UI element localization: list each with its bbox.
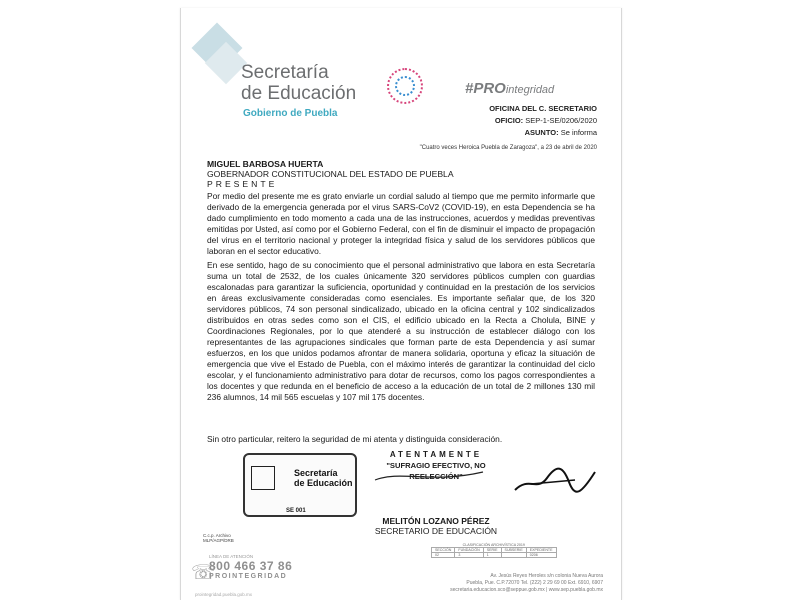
signer-name: MELITÓN LOZANO PÉREZ <box>382 516 490 526</box>
signature-stroke <box>371 460 491 490</box>
stamp-logo-icon <box>251 466 275 490</box>
footer-url: prointegridad.puebla.gob.mx <box>195 592 253 597</box>
asunto-line: ASUNTO: Se informa <box>524 128 597 137</box>
archive-header: SUBSERIE <box>501 548 526 553</box>
archive-header: SERIE <box>483 548 501 553</box>
addressee <box>207 159 454 189</box>
org-line2: de Educación <box>241 83 357 104</box>
archive-value: 02 <box>432 553 455 558</box>
hotline-label: LÍNEA DE ATENCIÓN <box>209 554 254 559</box>
seal-inner-icon <box>395 76 415 96</box>
archive-title: CLASIFICACIÓN ARCHIVÍSTICA 2019 <box>462 543 525 547</box>
archive-value-row <box>432 553 557 558</box>
archive-value: 1 <box>483 553 501 558</box>
ccp-line1: C.c.p. Archivo <box>203 533 231 538</box>
letter-page <box>180 8 622 600</box>
org-line1: Secretaría <box>241 62 329 83</box>
archive-table <box>431 547 557 558</box>
pro-main: #PRO <box>465 80 506 97</box>
archive-classification <box>431 543 557 558</box>
footer-address-line2: Puebla, Pue. C.P.72070 Tel. (222) 2 29 69 00 Ext. 6910, 6907 <box>466 580 603 586</box>
pro-integridad-logo <box>465 80 554 97</box>
archive-value: 3 <box>455 553 483 558</box>
paragraph-1: Por medio del presente me es grato enviarle un cordial saludo al tiempo que me permito informarle que derivado de la emergencia generada por el virus SARS-CoV2 (COVID-19), en esta Dependencia se ha dado cumplimiento en todo momento a cada una de las instrucciones, acuerdos y medidas preventivas emitidas por Usted, así como por el Gobierno Federal, con el fin de disminuir el impacto de propagación del virus en el territorio nacional y proteger la integridad física y salud de los servidores públicos que laboran en el sector educativo. <box>207 191 595 256</box>
hotline-block <box>209 554 292 580</box>
archive-header-row <box>432 548 557 553</box>
signature-image <box>511 454 601 504</box>
phone-icon: ☏ <box>191 562 217 584</box>
motto: "SUFRAGIO EFECTIVO, NO REELECCIÓN" <box>386 461 486 481</box>
org-subtitle: Gobierno de Puebla <box>243 108 338 119</box>
footer-address-line1: Av. Jesús Reyes Heroles s/n colonia Nueva Aurora <box>490 573 603 579</box>
stamp-number: SE 001 <box>286 508 306 514</box>
archive-header: FUNDACIÓN <box>455 548 483 553</box>
addressee-presente: PRESENTE <box>207 179 278 189</box>
archive-value: 0206 <box>526 553 556 558</box>
signer-title: SECRETARIO DE EDUCACIÓN <box>374 526 498 536</box>
paragraph-3: Sin otro particular, reitero la seguridad de mi atenta y distinguida consideración. <box>207 434 503 444</box>
stamp-text <box>294 468 353 488</box>
hotline-number: 800 466 37 86 <box>209 559 293 573</box>
ccp-line2: MLP/AGP/DRB <box>203 538 234 543</box>
office-line: OFICINA DEL C. SECRETARIO <box>489 104 597 113</box>
pro-suffix: integridad <box>505 84 555 96</box>
signer <box>343 516 529 536</box>
archive-header: SECCIÓN <box>432 548 455 553</box>
place-date: "Cuatro veces Heroica Puebla de Zaragoza", a 23 de abril de 2020 <box>419 145 597 151</box>
paragraph-2: En ese sentido, hago de su conocimiento que el personal administrativo que labora en esta Secretaría suma un total de 2532, de los cuales únicamente 320 servidores públicos cumplen con guardias escalonadas para garantizar la suficiencia, oportunidad y continuidad en la prestación de los servicios en áreas exclusivamente consideradas como esenciales. Es importante señalar que, de los 320 servidores públicos, 74 son personal sindicalizado, ubicado en la oficina central y 102 sindicalizados distribuidos en otras sedes como son el CIS, el edificio ubicado en la Recta a Cholula, BINE y Coordinaciones Regionales, por lo que atenderé a su instrucción de establecer diálogo con los representantes de las agrupaciones sindicales que forman parte de esta Dependencia y así sumar esfuerzos, en los que unidos podamos afrontar de manera solidaria, oportuna y eficaz la situación de emergencia que vive el Estado de Puebla, con el máximo interés de garantizar la continuidad del ciclo escolar, y el funcionamiento administrativo para dotar de recursos, como los pagos correspondientes a los docentes y que redunda en el beneficio de acceso a la educación de un total de 2 millones 130 mil 236 alumnos, 14 mil 565 escuelas y 107 mil 175 docentes. <box>207 260 595 402</box>
archive-value <box>501 553 526 558</box>
stamp-line1: Secretaría <box>294 468 338 478</box>
prointegridad-label: PROINTEGRIDAD <box>209 573 288 580</box>
footer-address <box>450 573 603 594</box>
archive-header: EXPEDIENTE <box>526 548 556 553</box>
oficio-line: OFICIO: SEP-1-SE/0206/2020 <box>494 116 597 125</box>
stamp-line2: de Educación <box>294 478 353 488</box>
ccp <box>203 533 234 543</box>
org-title <box>241 62 356 104</box>
atentamente: ATENTAMENTE <box>389 450 483 459</box>
footer-address-line3: secretaria.educacion.sco@seppue.gob.mx | www.sep.puebla.gob.mx <box>450 587 603 593</box>
addressee-name: MIGUEL BARBOSA HUERTA <box>207 159 324 169</box>
addressee-title: GOBERNADOR CONSTITUCIONAL DEL ESTADO DE PUEBLA <box>207 169 454 179</box>
